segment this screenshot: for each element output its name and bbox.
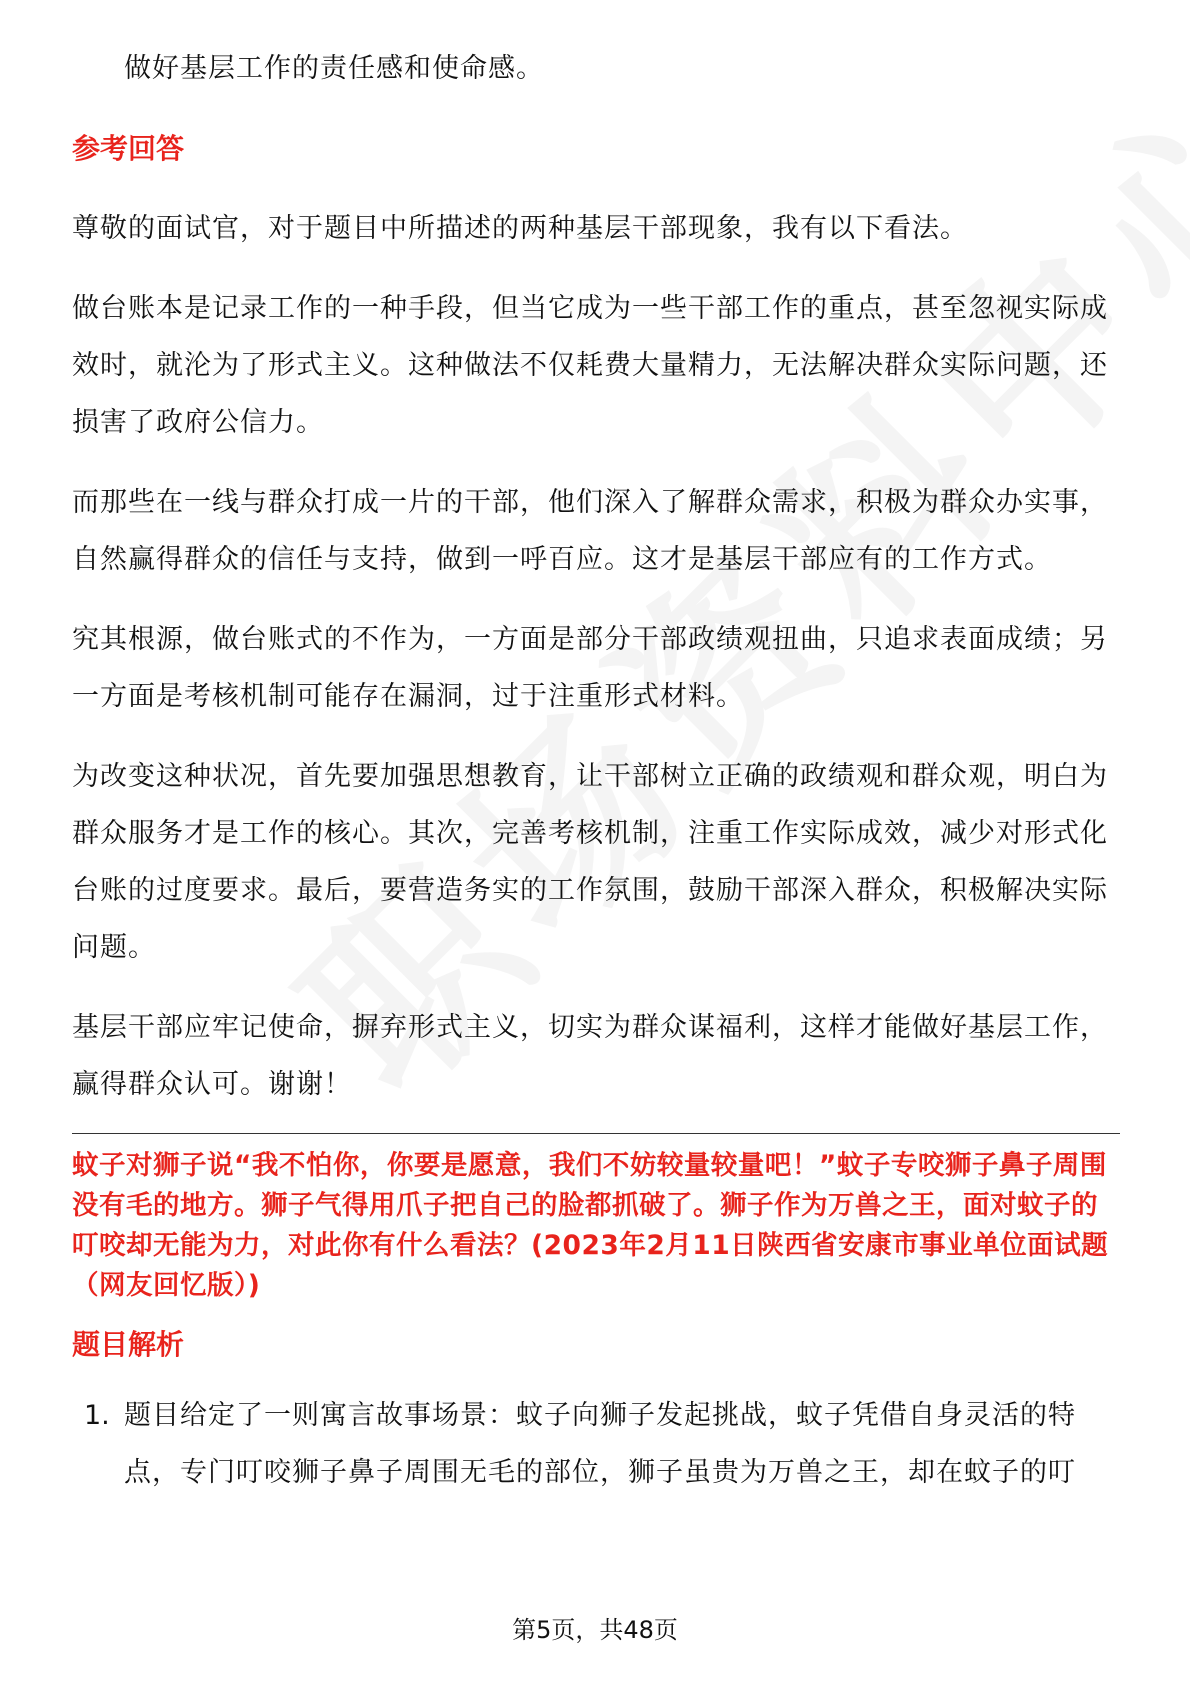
section-divider xyxy=(72,1133,1120,1134)
page-content xyxy=(72,40,1120,1501)
list-number: 1. xyxy=(84,1400,110,1431)
answer-paragraph: 而那些在一线与群众打成一片的干部，他们深入了解群众需求，积极为群众办实事，自然赢得群众的信任与支持，做到一呼百应。这才是基层干部应有的工作方式。 xyxy=(72,487,1108,575)
page-footer: 第5页，共48页 xyxy=(512,1616,678,1644)
answer-paragraph: 基层干部应牢记使命，摒弃形式主义，切实为群众谋福利，这样才能做好基层工作，赢得群众认可。谢谢！ xyxy=(72,1012,1108,1100)
analysis-heading: 题目解析 xyxy=(72,1328,185,1361)
answer-paragraph: 为改变这种状况，首先要加强思想教育，让干部树立正确的政绩观和群众观，明白为群众服务才是工作的核心。其次，完善考核机制，注重工作实际成效，减少对形式化台账的过度要求。最后，要营造务实的工作氛围，鼓励干部深入群众，积极解决实际问题。 xyxy=(72,761,1108,963)
answer-paragraph: 尊敬的面试官，对于题目中所描述的两种基层干部现象，我有以下看法。 xyxy=(72,213,968,244)
intro-line: 做好基层工作的责任感和使命感。 xyxy=(124,53,544,84)
question-text: 蚊子对狮子说“我不怕你，你要是愿意，我们不妨较量较量吧！”蚊子专咬狮子鼻子周围没有毛的地方。狮子气得用爪子把自己的脸都抓破了。狮子作为万兽之王，面对蚊子的叮咬却无能为力，对此你有什么看法？(2023年2月11日陕西省安康市事业单位面试题（网友回忆版）) xyxy=(72,1150,1109,1301)
answer-paragraph: 究其根源，做台账式的不作为，一方面是部分干部政绩观扭曲，只追求表面成绩；另一方面是考核机制可能存在漏洞，过于注重形式材料。 xyxy=(72,624,1108,712)
answer-paragraph: 做台账本是记录工作的一种手段，但当它成为一些干部工作的重点，甚至忽视实际成效时，就沦为了形式主义。这种做法不仅耗费大量精力，无法解决群众实际问题，还损害了政府公信力。 xyxy=(72,293,1108,438)
analysis-item-text: 题目给定了一则寓言故事场景：蚊子向狮子发起挑战，蚊子凭借自身灵活的特点，专门叮咬狮子鼻子周围无毛的部位，狮子虽贵为万兽之王，却在蚊子的叮 xyxy=(124,1400,1076,1488)
analysis-list-item xyxy=(72,1387,1120,1501)
answer-heading: 参考回答 xyxy=(72,132,185,165)
